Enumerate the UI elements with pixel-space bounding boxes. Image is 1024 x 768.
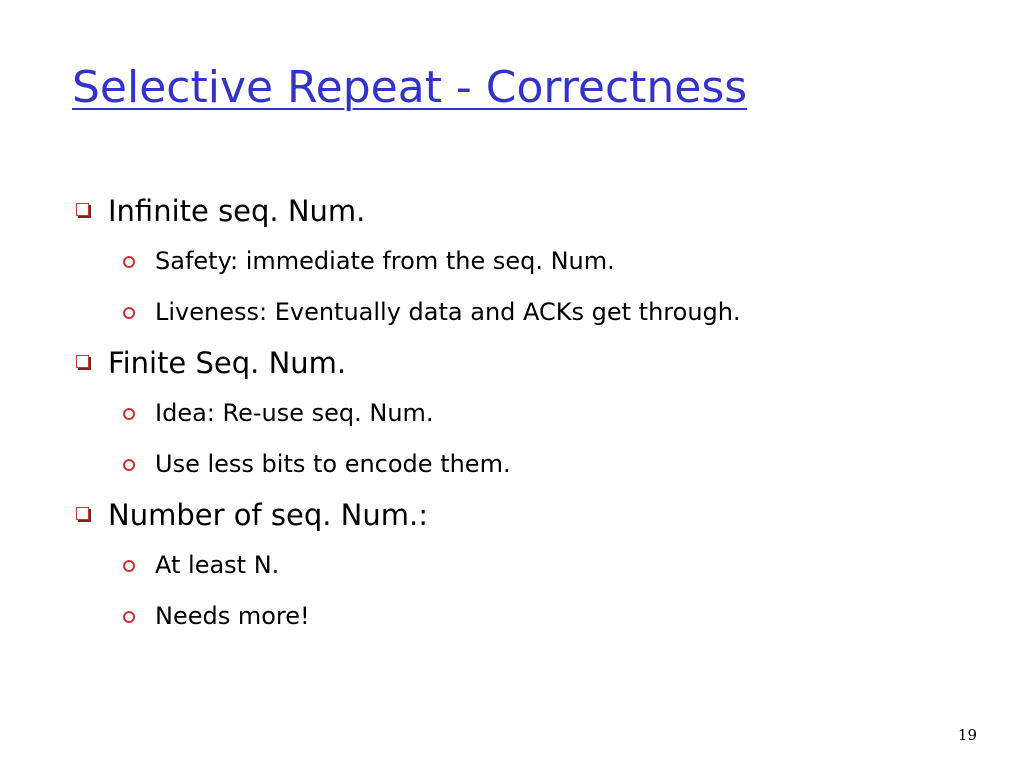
- circle-bullet-icon: [123, 408, 135, 420]
- sub-bullet-item: [76, 388, 996, 439]
- sub-bullet-text: Idea: Re-use seq. Num.: [155, 399, 434, 427]
- bullet-item: [76, 338, 996, 388]
- slide-title: Selective Repeat - Correctness: [72, 62, 748, 113]
- circle-bullet-icon: [123, 307, 135, 319]
- bullet-text: Finite Seq. Num.: [108, 346, 347, 380]
- circle-bullet-icon: [123, 459, 135, 471]
- sub-bullet-item: [76, 591, 996, 642]
- square-bullet-icon: [76, 203, 89, 216]
- sub-bullet-item: [76, 287, 996, 338]
- square-bullet-icon: [76, 507, 89, 520]
- circle-bullet-icon: [123, 611, 135, 623]
- circle-bullet-icon: [123, 256, 135, 268]
- sub-bullet-item: [76, 540, 996, 591]
- square-bullet-icon: [76, 355, 89, 368]
- circle-bullet-icon: [123, 560, 135, 572]
- bullet-text: Infinite seq. Num.: [108, 194, 366, 228]
- sub-bullet-text: Liveness: Eventually data and ACKs get through.: [155, 298, 741, 326]
- bullet-item: [76, 186, 996, 236]
- page-number: 19: [957, 726, 977, 744]
- sub-bullet-item: [76, 236, 996, 287]
- sub-bullet-text: At least N.: [155, 551, 280, 579]
- sub-bullet-text: Safety: immediate from the seq. Num.: [155, 247, 615, 275]
- sub-bullet-text: Use less bits to encode them.: [155, 450, 511, 478]
- sub-bullet-text: Needs more!: [155, 602, 310, 630]
- sub-bullet-item: [76, 439, 996, 490]
- bullet-list: [76, 186, 996, 642]
- bullet-text: Number of seq. Num.:: [108, 498, 428, 532]
- bullet-item: [76, 490, 996, 540]
